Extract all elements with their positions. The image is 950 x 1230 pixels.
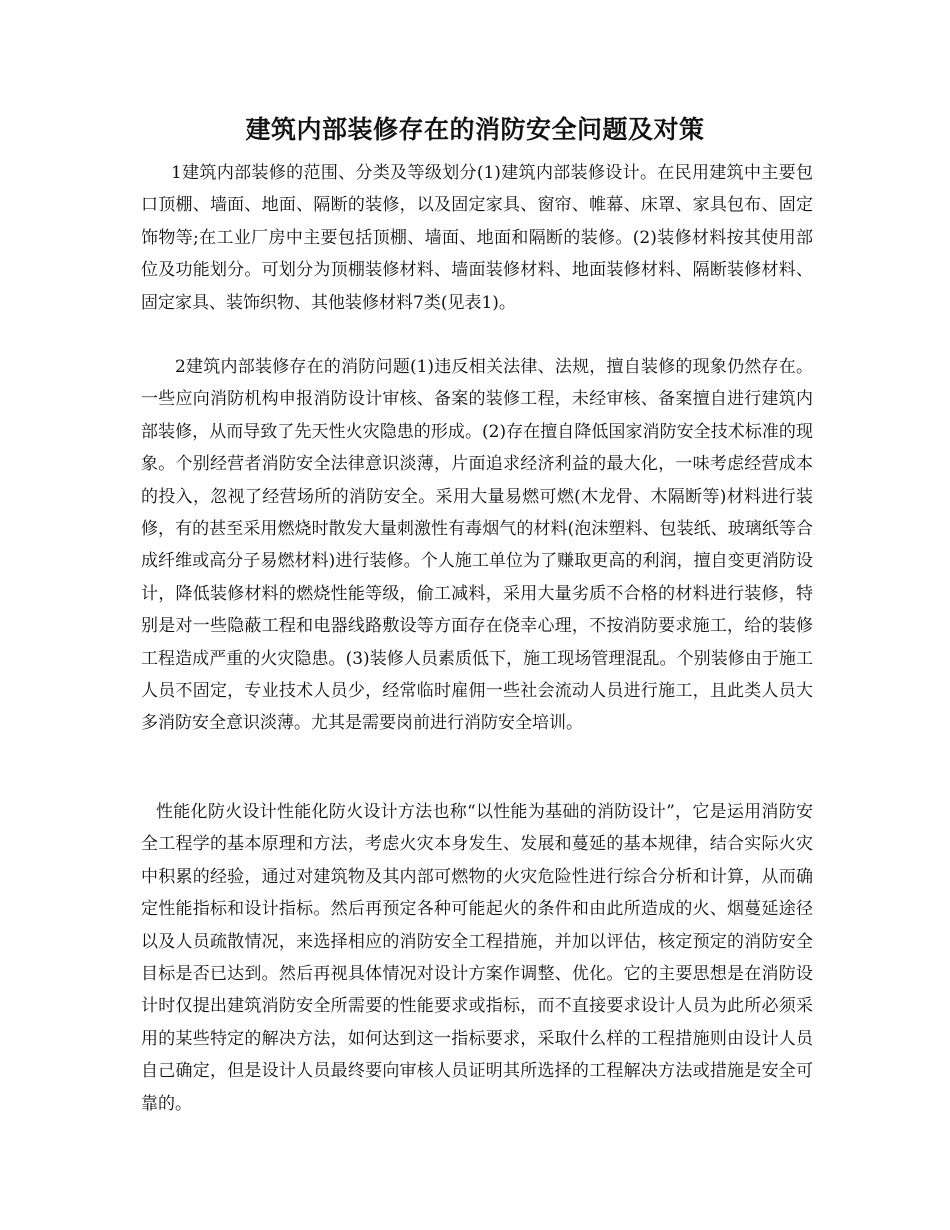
paragraph-scope-classification: 1建筑内部装修的范围、分类及等级划分(1)建筑内部装修设计。在民用建筑中主要包口顶棚、墙面、地面、隔断的装修，以及固定家具、窗帘、帷幕、床罩、家具包布、固定饰物等;在工业厂房中主要包括顶棚、墙面、地面和隔断的装修。(2)装修材料按其使用部位及功能划分。可划分为顶棚装修材料、墙面装修材料、地面装修材料、隔断装修材料、固定家具、装饰织物、其他装修材料7类(见表1)。 <box>141 163 813 313</box>
paragraph-performance-design: 性能化防火设计性能化防火设计方法也称“以性能为基础的消防设计”，它是运用消防安全工程学的基本原理和方法，考虑火灾本身发生、发展和蔓延的基本规律，结合实际火灾中积累的经验，通过对建筑物及其内部可燃物的火灾危险性进行综合分析和计算，从而确定性能指标和设计指标。然后再预定各种可能起火的条件和由此所造成的火、烟蔓延途径以及人员疏散情况，来选择相应的消防安全工程措施，并加以评估，核定预定的消防安全目标是否已达到。然后再视具体情况对设计方案作调整、优化。它的主要思想是在消防设计时仅提出建筑消防安全所需要的性能要求或指标，而不直接要求设计人员为此所必须采用的某些特定的解决方法，如何达到这一指标要求，采取什么样的工程措施则由设计人员自己确定，但是设计人员最终要向审核人员证明其所选择的工程解决方法或措施是安全可靠的。 <box>141 802 813 1114</box>
page-title: 建筑内部装修存在的消防安全问题及对策 <box>245 115 705 144</box>
paragraph-fire-problems: 2建筑内部装修存在的消防问题(1)违反相关法律、法规，擅自装修的现象仍然存在。一些应向消防机构申报消防设计审核、备案的装修工程，未经审核、备案擅自进行建筑内部装修，从而导致了先天性火灾隐患的形成。(2)存在擅自降低国家消防安全技术标准的现象。个别经营者消防安全法律意识淡薄，片面追求经济利益的最大化，一味考虑经营成本的投入，忽视了经营场所的消防安全。采用大量易燃可燃(木龙骨、木隔断等)材料进行装修，有的甚至采用燃烧时散发大量刺激性有毒烟气的材料(泡沫塑料、包装纸、玻璃纸等合成纤维或高分子易燃材料)进行装修。个人施工单位为了赚取更高的利润，擅自变更消防设计，降低装修材料的燃烧性能等级，偷工减料，采用大量劣质不合格的材料进行装修，特别是对一些隐蔽工程和电器线路敷设等方面存在侥幸心理，不按消防要求施工，给的装修工程造成严重的火灾隐患。(3)装修人员素质低下，施工现场管理混乱。个别装修由于施工人员不固定，专业技术人员少，经常临时雇佣一些社会流动人员进行施工，且此类人员大多消防安全意识淡薄。尤其是需要岗前进行消防安全培训。 <box>141 357 813 734</box>
